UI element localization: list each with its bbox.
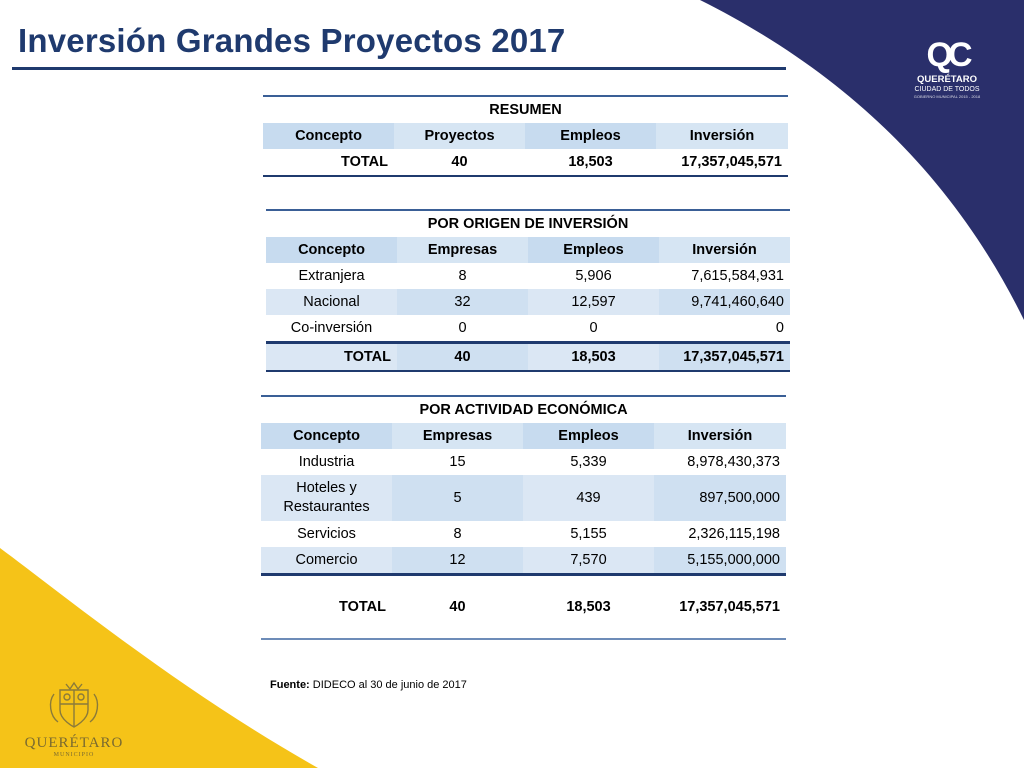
col-header: Concepto <box>266 237 397 263</box>
qc-mark-icon: QC <box>926 36 968 74</box>
total-cell: 18,503 <box>525 149 656 176</box>
table-title: RESUMEN <box>263 96 788 123</box>
cell-inversion: 8,978,430,373 <box>687 454 780 470</box>
cell-empresas: 5 <box>392 475 523 521</box>
cell-empresas: 8 <box>453 526 462 542</box>
cell-inversion: 7,615,584,931 <box>691 268 784 284</box>
cell-inversion: 0 <box>775 320 784 336</box>
table-row <box>261 449 786 475</box>
col-header: Empleos <box>525 123 656 149</box>
total-row <box>263 149 788 176</box>
col-header: Empresas <box>392 423 523 449</box>
municipio-name: QUERÉTARO <box>24 735 124 751</box>
table-title: POR ORIGEN DE INVERSIÓN <box>266 210 790 237</box>
source-text: DIDECO al 30 de junio de 2017 <box>309 679 467 691</box>
table-row <box>261 475 786 521</box>
table-row <box>261 521 786 547</box>
origen-table <box>266 209 790 372</box>
col-header: Inversión <box>654 423 786 449</box>
total-cell: 17,357,045,571 <box>656 149 788 176</box>
cell-concepto: Industria <box>298 454 355 470</box>
cell-inversion: 2,326,115,198 <box>688 526 780 542</box>
total-cell: 40 <box>397 343 528 372</box>
cell-empleos: 439 <box>523 475 654 521</box>
col-header: Empleos <box>528 237 659 263</box>
total-cell: 40 <box>394 149 525 176</box>
actividad-table <box>261 395 786 640</box>
total-cell: 40 <box>392 575 523 640</box>
logo-subtitle: CIUDAD DE TODOS <box>914 86 980 93</box>
cell-concepto: Hoteles y Restaurantes <box>261 475 392 521</box>
cell-inversion: 5,155,000,000 <box>654 547 786 575</box>
total-label: TOTAL <box>263 149 394 176</box>
table-row <box>266 289 790 315</box>
cell-empresas: 32 <box>397 289 528 315</box>
source-note <box>270 679 467 691</box>
cell-empleos: 5,339 <box>570 454 607 470</box>
cell-empleos: 0 <box>589 320 598 336</box>
cell-empleos: 5,155 <box>570 526 607 542</box>
logo-tagline: GOBIERNO MUNICIPAL 2015 - 2018 <box>913 94 981 99</box>
col-header: Inversión <box>656 123 788 149</box>
table-title: POR ACTIVIDAD ECONÓMICA <box>261 396 786 423</box>
total-row <box>261 575 786 640</box>
total-label: TOTAL <box>261 575 392 640</box>
total-cell: 17,357,045,571 <box>654 575 786 640</box>
total-label: TOTAL <box>266 343 397 372</box>
table-row <box>261 547 786 575</box>
cell-concepto: Nacional <box>266 289 397 315</box>
cell-empresas: 8 <box>458 268 467 284</box>
col-header: Proyectos <box>394 123 525 149</box>
cell-inversion: 9,741,460,640 <box>659 289 790 315</box>
total-row <box>266 343 790 372</box>
total-cell: 17,357,045,571 <box>659 343 790 372</box>
resumen-table <box>263 95 788 177</box>
queretaro-ciudad-logo <box>910 38 984 100</box>
municipio-logo <box>22 680 126 758</box>
cell-empleos: 5,906 <box>575 268 612 284</box>
table-row <box>266 315 790 343</box>
total-cell: 18,503 <box>523 575 654 640</box>
cell-empresas: 15 <box>449 454 466 470</box>
col-header: Concepto <box>263 123 394 149</box>
cell-empresas: 0 <box>458 320 467 336</box>
col-header: Inversión <box>659 237 790 263</box>
municipio-subtitle: MUNICIPIO <box>53 752 95 758</box>
cell-empleos: 12,597 <box>528 289 659 315</box>
page-title: Inversión Grandes Proyectos 2017 <box>18 22 566 59</box>
cell-concepto: Co-inversión <box>290 320 373 336</box>
logo-name: QUERÉTARO <box>917 74 977 85</box>
cell-empresas: 12 <box>392 547 523 575</box>
title-underline <box>12 67 786 70</box>
cell-empleos: 7,570 <box>523 547 654 575</box>
col-header: Empleos <box>523 423 654 449</box>
col-header: Concepto <box>261 423 392 449</box>
cell-concepto: Extranjera <box>298 268 365 284</box>
cell-concepto: Comercio <box>261 547 392 575</box>
coat-of-arms-icon <box>46 680 102 730</box>
cell-inversion: 897,500,000 <box>654 475 786 521</box>
total-cell: 18,503 <box>528 343 659 372</box>
cell-concepto: Servicios <box>297 526 356 542</box>
source-label: Fuente: <box>270 679 310 691</box>
col-header: Empresas <box>397 237 528 263</box>
table-row <box>266 263 790 289</box>
